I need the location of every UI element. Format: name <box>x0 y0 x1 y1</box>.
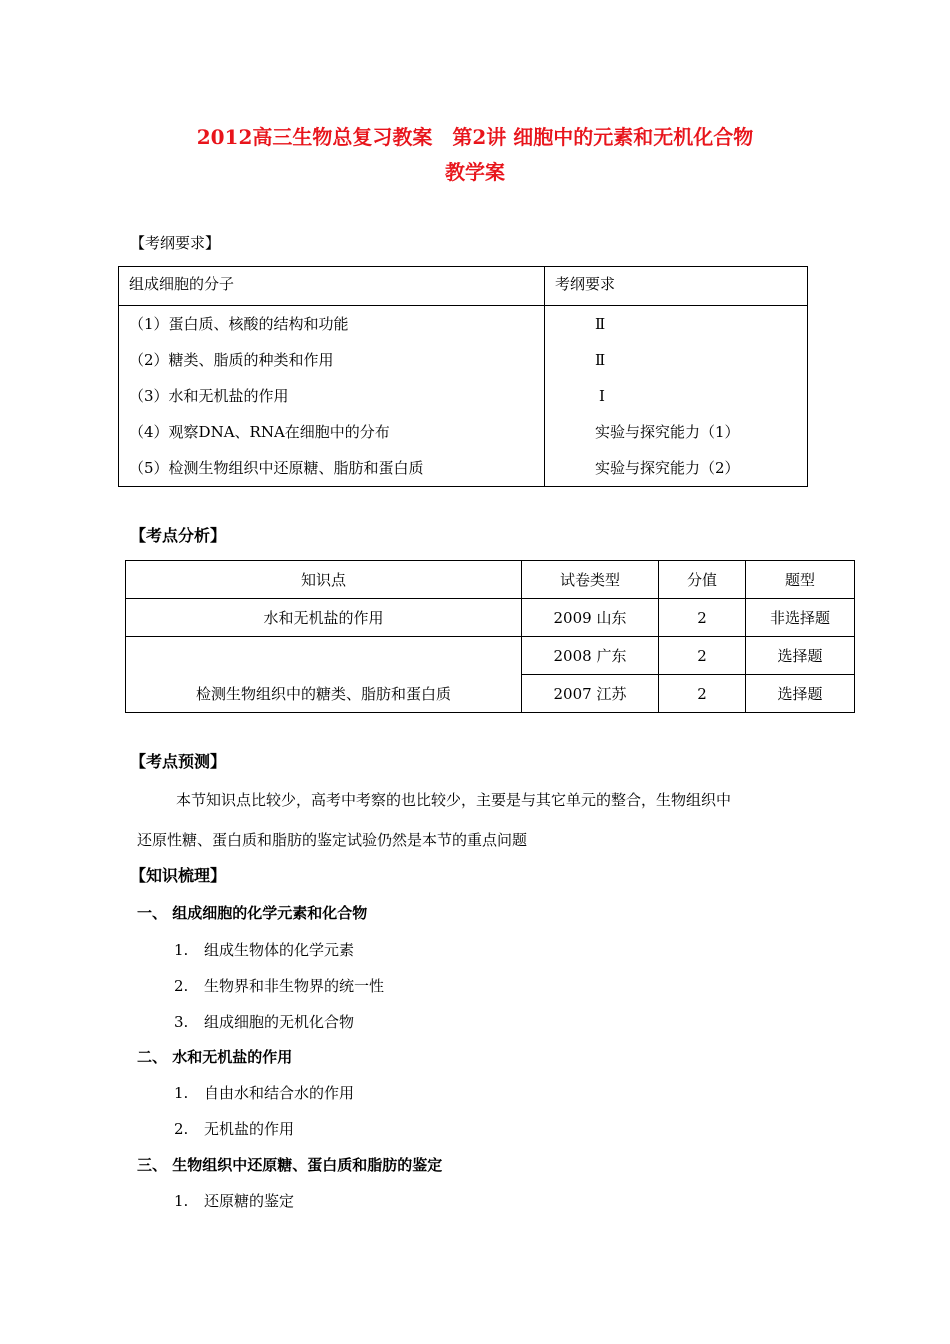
header-cell: 分值 <box>659 561 746 599</box>
table-row <box>126 637 855 675</box>
syllabus-table <box>118 266 808 487</box>
list-item: 1. 自由水和结合水的作用 <box>174 1084 355 1102</box>
list-item: 2. 生物界和非生物界的统一性 <box>174 977 385 995</box>
knowledge-heading: 【知识梳理】 <box>130 866 227 885</box>
document-title-line2: 教学案 <box>445 160 505 184</box>
level-item: Ⅱ <box>595 315 606 333</box>
topic-item: （5）检测生物组织中还原糖、脂肪和蛋白质 <box>129 459 424 477</box>
point-cell: 水和无机盐的作用 <box>126 599 522 637</box>
topic-item: （1）蛋白质、核酸的结构和功能 <box>129 315 349 333</box>
topic-item: （2）糖类、脂质的种类和作用 <box>129 351 334 369</box>
level-item: 实验与探究能力（2） <box>595 459 740 477</box>
level-item: Ⅰ <box>599 387 605 405</box>
section-title: 一、 组成细胞的化学元素和化合物 <box>137 904 368 922</box>
score-cell: 2 <box>659 675 746 713</box>
topic-item: （3）水和无机盐的作用 <box>129 387 289 405</box>
prediction-heading: 【考点预测】 <box>130 752 227 771</box>
score-cell: 2 <box>659 637 746 675</box>
table-header-row <box>126 561 855 599</box>
analysis-table <box>125 560 855 713</box>
levels-cell <box>545 306 808 487</box>
list-item: 3. 组成细胞的无机化合物 <box>174 1013 355 1031</box>
topic-item: （4）观察DNA、RNA在细胞中的分布 <box>129 423 390 441</box>
prediction-text-line2: 还原性糖、蛋白质和脂肪的鉴定试验仍然是本节的重点问题 <box>137 831 528 849</box>
section-title: 三、 生物组织中还原糖、蛋白质和脂肪的鉴定 <box>137 1156 443 1174</box>
table-row <box>119 306 808 487</box>
syllabus-heading: 【考纲要求】 <box>130 234 221 252</box>
score-cell: 2 <box>659 599 746 637</box>
header-cell: 知识点 <box>126 561 522 599</box>
prediction-text-line1: 本节知识点比较少，高考中考察的也比较少，主要是与其它单元的整合，生物组织中 <box>176 791 732 809</box>
level-item: Ⅱ <box>595 351 606 369</box>
header-cell: 试卷类型 <box>522 561 659 599</box>
table-header-row <box>119 267 808 306</box>
paper-cell: 2009 山东 <box>522 599 659 637</box>
list-item: 1. 组成生物体的化学元素 <box>174 941 355 959</box>
document-title: 2012高三生物总复习教案 第2讲 细胞中的元素和无机化合物 <box>196 125 754 149</box>
section-title: 二、 水和无机盐的作用 <box>137 1048 293 1066</box>
analysis-heading: 【考点分析】 <box>130 526 227 545</box>
type-cell: 选择题 <box>746 675 855 713</box>
paper-cell: 2007 江苏 <box>522 675 659 713</box>
list-item: 2. 无机盐的作用 <box>174 1120 295 1138</box>
header-cell: 考纲要求 <box>545 267 808 306</box>
paper-cell: 2008 广东 <box>522 637 659 675</box>
topics-cell <box>119 306 545 487</box>
header-cell: 题型 <box>746 561 855 599</box>
level-item: 实验与探究能力（1） <box>595 423 740 441</box>
point-cell: 检测生物组织中的糖类、脂肪和蛋白质 <box>126 637 522 713</box>
type-cell: 非选择题 <box>746 599 855 637</box>
list-item: 1. 还原糖的鉴定 <box>174 1192 295 1210</box>
table-row <box>126 599 855 637</box>
type-cell: 选择题 <box>746 637 855 675</box>
header-cell: 组成细胞的分子 <box>119 267 545 306</box>
